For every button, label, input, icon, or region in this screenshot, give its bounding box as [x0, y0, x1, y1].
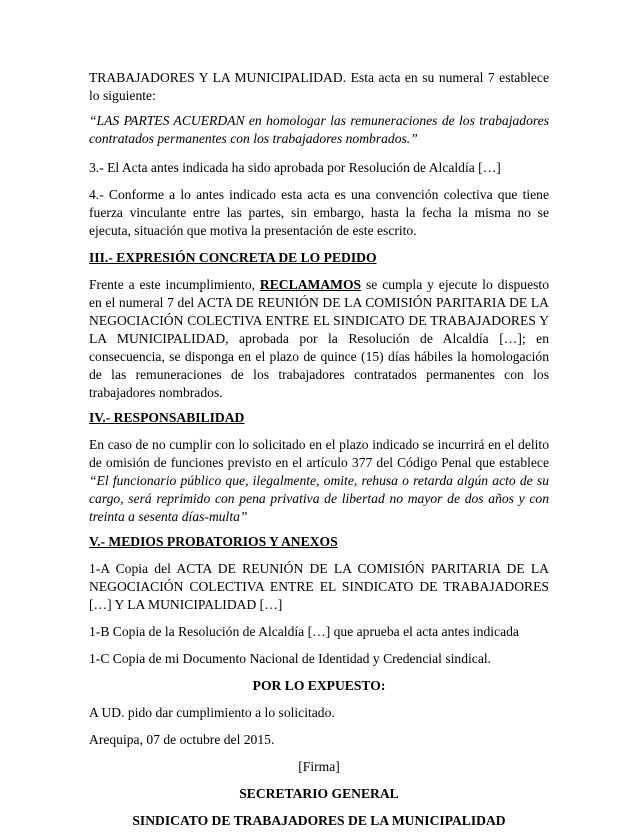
- section-4-text-before: En caso de no cumplir con lo solicitado en el plazo indicado se incurrirá en el delito de omisión de funciones previsto en el artículo 377 del Código Penal que establece: [89, 437, 549, 470]
- reclamamos-emphasis: RECLAMAMOS: [259, 277, 362, 292]
- annex-1a: 1-A Copia del ACTA DE REUNIÓN DE LA COMISIÓN PARITARIA DE LA NEGOCIACIÓN COLECTIVA ENTRE EL SINDICATO DE TRABAJADORES […] Y LA MUNICIPALIDAD […]: [89, 561, 549, 612]
- section-5-heading: V.- MEDIOS PROBATORIOS Y ANEXOS: [89, 534, 338, 549]
- section-3-text-before: Frente a este incumplimiento,: [89, 277, 260, 292]
- closing-heading: POR LO EXPUESTO:: [252, 678, 386, 693]
- section-4-heading: IV.- RESPONSABILIDAD: [89, 410, 245, 425]
- paragraph-4: 4.- Conforme a lo antes indicado esta acta es una convención colectiva que tiene fuerza vinculante entre las partes, sin embargo, hasta la fecha la misma no se ejecuta, situación que motiva la presentación de este escrito.: [89, 187, 549, 238]
- section-3-body: [89, 276, 549, 402]
- section-4-body: [89, 436, 549, 526]
- quote-acta-numeral-7: “LAS PARTES ACUERDAN en homologar las remuneraciones de los trabajadores contratados permanentes con los trabajadores nombrados.”: [89, 113, 549, 146]
- paragraph-intro: TRABAJADORES Y LA MUNICIPALIDAD. Esta acta en su numeral 7 establece lo siguiente:: [89, 70, 549, 103]
- document-page: [89, 69, 549, 839]
- signer-organization: SINDICATO DE TRABAJADORES DE LA MUNICIPALIDAD: [132, 813, 506, 828]
- paragraph-3: 3.- El Acta antes indicada ha sido aprobada por Resolución de Alcaldía […]: [89, 160, 501, 175]
- signature-placeholder: [Firma]: [298, 759, 340, 774]
- request-line: A UD. pido dar cumplimiento a lo solicitado.: [89, 705, 335, 720]
- date-line: Arequipa, 07 de octubre del 2015.: [89, 732, 275, 747]
- section-3-heading: III.- EXPRESIÓN CONCRETA DE LO PEDIDO: [89, 250, 377, 265]
- codigo-penal-quote: “El funcionario público que, ilegalmente, omite, rehusa o retarda algún acto de su cargo, será reprimido con pena privativa de libertad no mayor de dos años y con treinta a sesenta días-multa”: [89, 473, 549, 524]
- section-3-text-after: se cumpla y ejecute lo dispuesto en el numeral 7 del ACTA DE REUNIÓN DE LA COMISIÓN PARITARIA DE LA NEGOCIACIÓN COLECTIVA ENTRE EL SINDICATO DE TRABAJADORES Y LA MUNICIPALIDAD, aprobada por la Resolución de Alcaldía […]; en consecuencia, se disponga en el plazo de quince (15) días hábiles la homologación de las remuneraciones de los trabajadores contratados permanentes con los trabajadores nombrados.: [89, 277, 549, 400]
- annex-1c: 1-C Copia de mi Documento Nacional de Identidad y Credencial sindical.: [89, 651, 492, 666]
- signer-title: SECRETARIO GENERAL: [239, 786, 399, 801]
- annex-1b: 1-B Copia de la Resolución de Alcaldía […] que aprueba el acta antes indicada: [89, 624, 519, 639]
